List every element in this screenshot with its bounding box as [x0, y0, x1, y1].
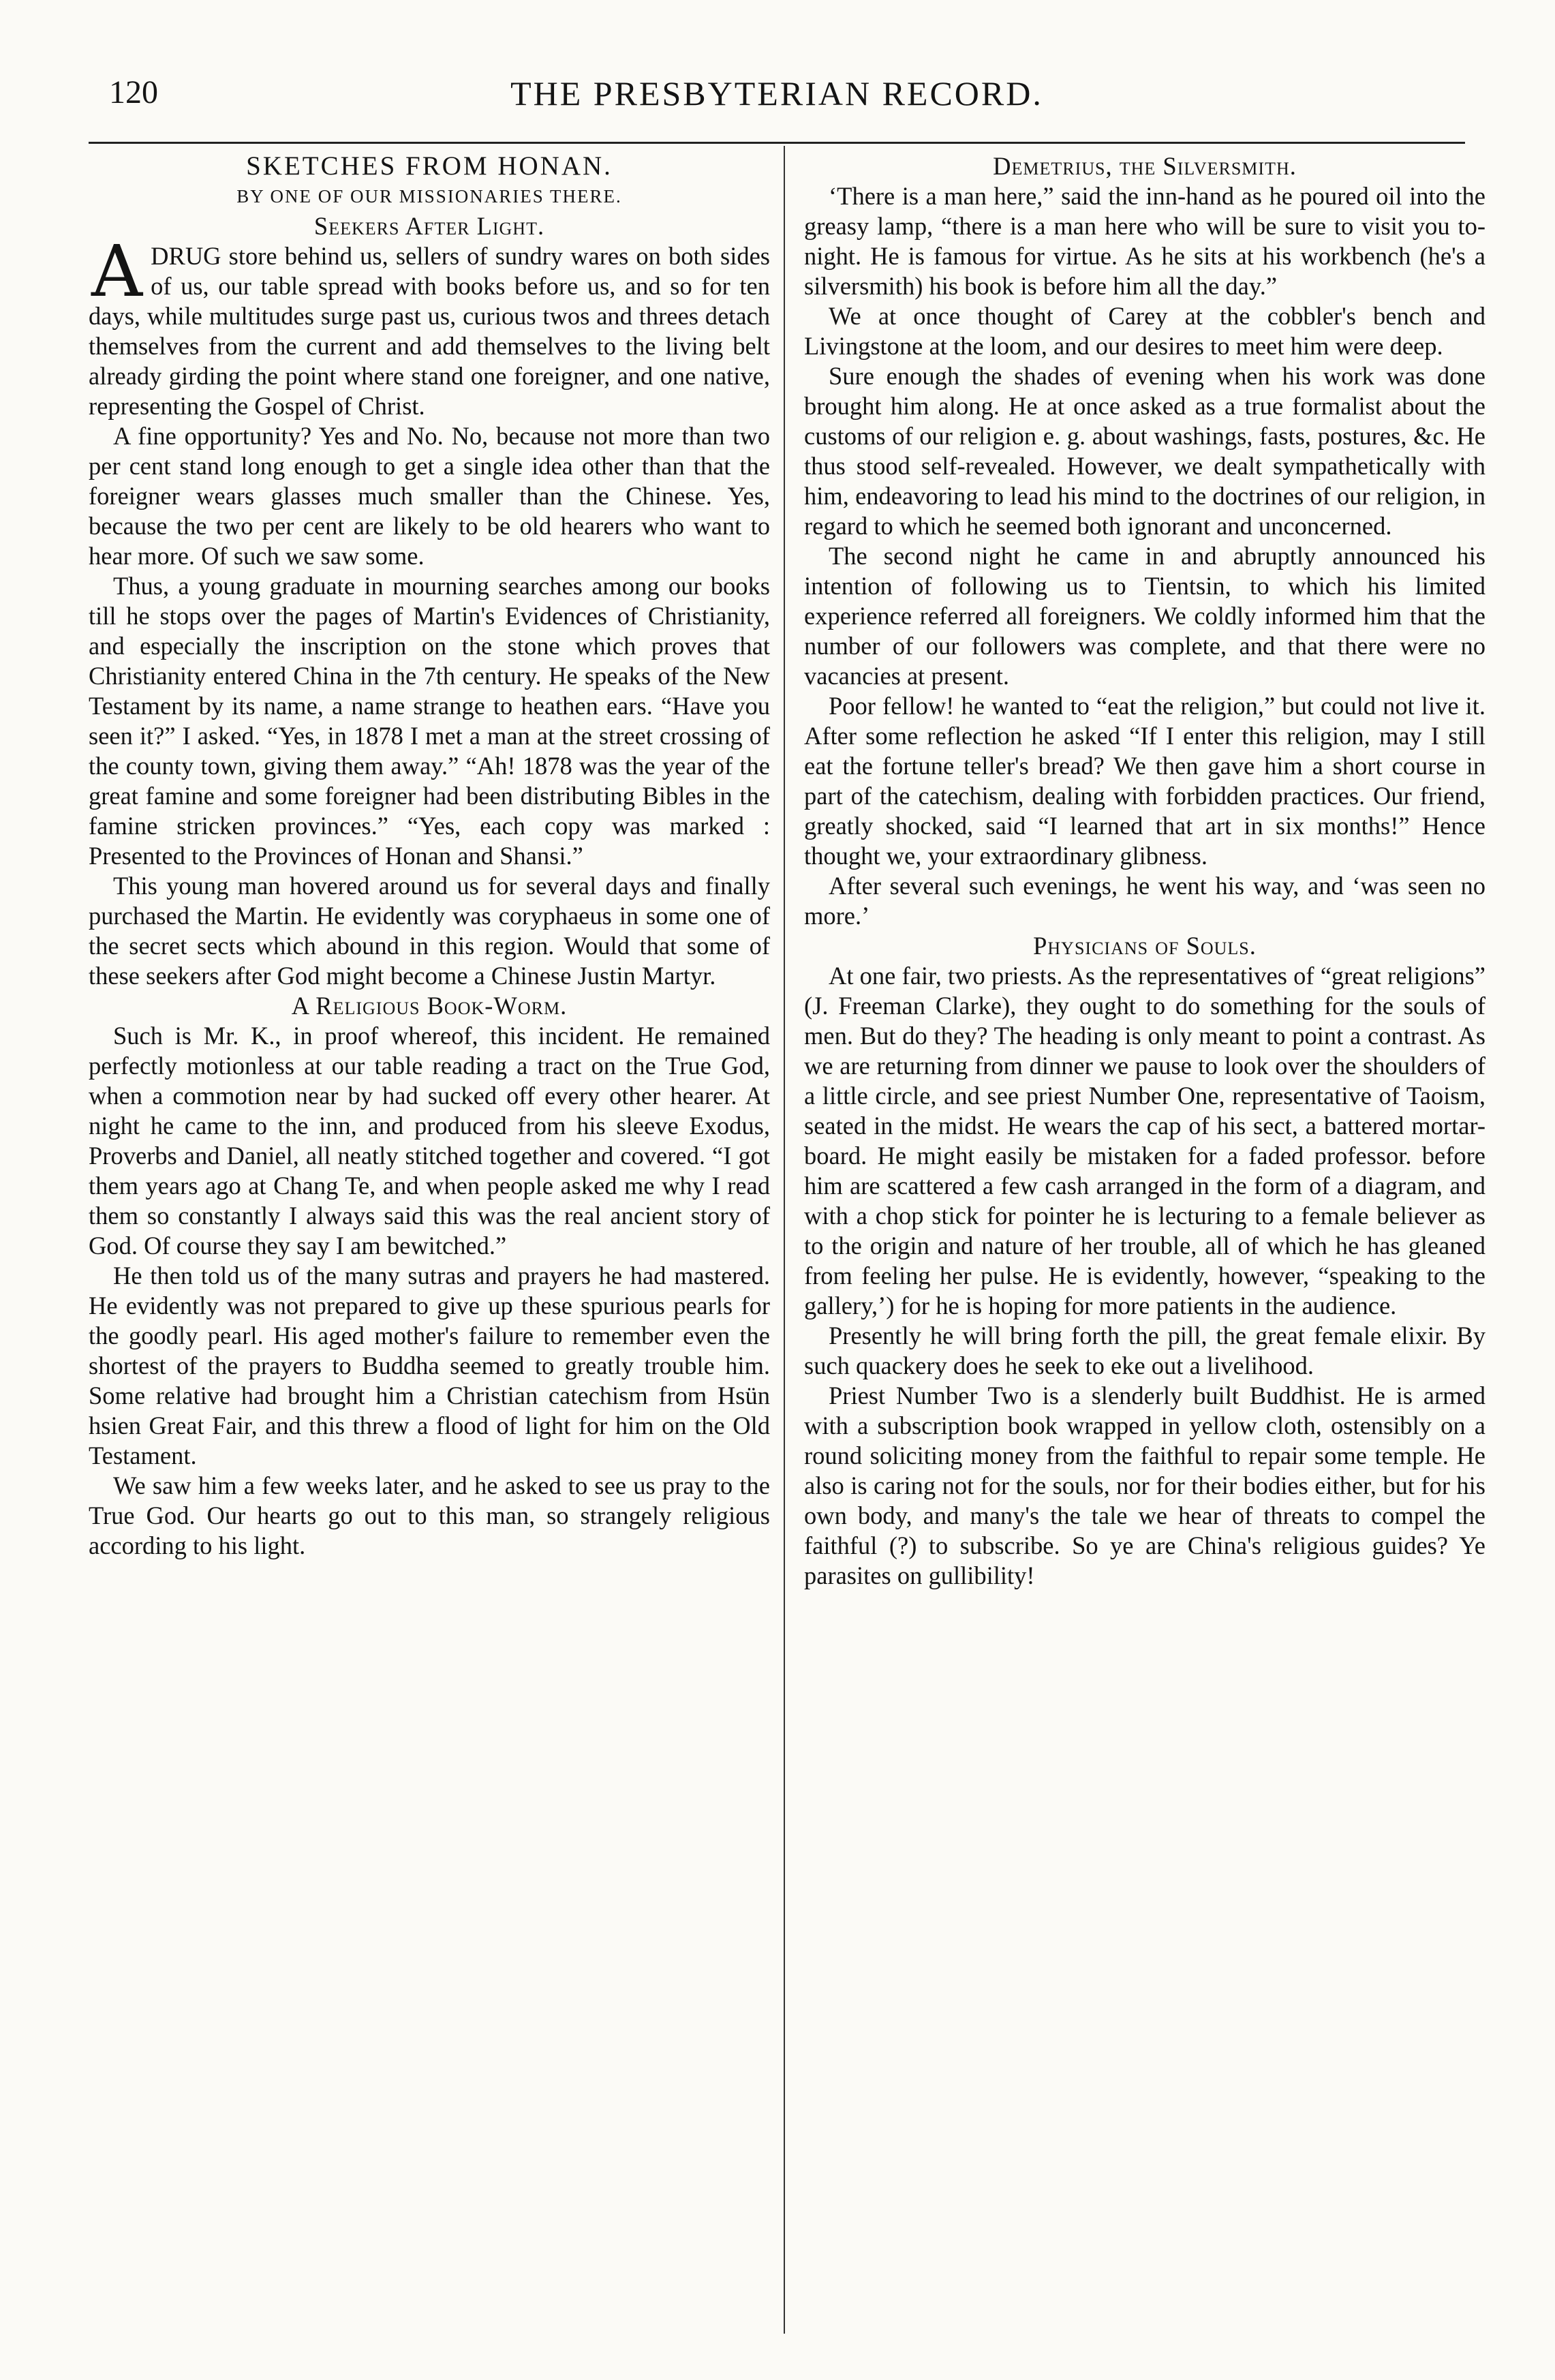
paragraph: Presently he will bring forth the pill, the great female elixir. By such quackery does he seek to eke out a livelihood. — [804, 1322, 1485, 1379]
section-heading-physicians: Physicians of Souls. — [1033, 932, 1257, 960]
running-title: THE PRESBYTERIAN RECORD. — [510, 74, 1043, 112]
paragraph: After several such evenings, he went his way, and ‘was seen no more.’ — [804, 872, 1485, 930]
header-rule — [89, 142, 1465, 144]
section-heading-demetrius: Demetrius, the Silversmith. — [993, 152, 1297, 180]
right-column — [804, 151, 1485, 1591]
paragraph: Priest Number Two is a slenderly built Buddhist. He is armed with a subscription book wrapped in yellow cloth, ostensibly on a round soliciting money from the faithful to repair some temple. He also is caring not for the souls, nor for their bodies either, but for his own body, and many's the tale we hear of threats to compel the faithful (?) to subscribe. So ye are China's religious guides? Ye parasites on gullibility! — [804, 1382, 1485, 1589]
paragraph: Poor fellow! he wanted to “eat the religion,” but could not live it. After some reflection he asked “If I enter this religion, may I still eat the fortune teller's bread? We then gave him a short course in part of the catechism, dealing with forbidden practices. Our friend, greatly shocked, said “I learned that art in six months!” Hence thought we, your extraordinary glibness. — [804, 692, 1485, 870]
paragraph: We at once thought of Carey at the cobbler's bench and Livingstone at the loom, and our desires to meet him were deep. — [804, 302, 1485, 360]
drop-cap: A — [91, 230, 143, 313]
paragraph: This young man hovered around us for several days and finally purchased the Martin. He evidently was coryphaeus in some one of the secret sects which abound in this region. Would that some of these seekers after God might become a Chinese Justin Martyr. — [89, 872, 770, 990]
paragraph: ‘There is a man here,” said the inn-hand as he poured oil into the greasy lamp, “there is a man here who will be sure to visit you to-night. He is famous for virtue. As he sits at his workbench (he's a silversmith) his book is before him all the day.” — [804, 182, 1485, 300]
page-header — [89, 74, 1465, 135]
article-byline: BY ONE OF OUR MISSIONARIES THERE. — [236, 186, 622, 207]
paragraph: He then told us of the many sutras and prayers he had mastered. He evidently was not prepared to give up these spurious pearls for the goodly pearl. His aged mother's failure to remember even the shortest of the prayers to Buddha seemed to greatly trouble him. Some relative had brought him a Christian catechism from Hsün hsien Great Fair, and this threw a flood of light for him on the Old Testament. — [89, 1262, 770, 1469]
page-number: 120 — [109, 74, 158, 110]
paragraph: A fine opportunity? Yes and No. No, because not more than two per cent stand long enough to get a single idea other than that the foreigner wears glasses much smaller than the Chinese. Yes, because the two per cent are likely to be old hearers who want to hear more. Of such we saw some. — [89, 422, 770, 570]
paragraph: Sure enough the shades of evening when his work was done brought him along. He at once asked as a true formalist about the customs of our religion e. g. about washings, fasts, postures, &c. He thus stood self-revealed. However, we dealt sympathetically with him, endeavoring to lead his mind to the doctrines of our religion, in regard to which he seemed both ignorant and unconcerned. — [804, 362, 1485, 540]
section-heading-seekers: Seekers After Light. — [313, 212, 545, 240]
left-column — [89, 151, 770, 1561]
paragraph: Thus, a young graduate in mourning searches among our books till he stops over the pages of Martin's Evidences of Christianity, and especially the inscription on the stone which proves that Christianity entered China in the 7th century. He speaks of the New Testament by its name, a name strange to heathen ears. “Have you seen it?” I asked. “Yes, in 1878 I met a man at the street crossing of the county town, giving them away.” “Ah! 1878 was the year of the great famine and some foreigner had been distributing Bibles in the famine stricken provinces.” “Yes, each copy was marked : Presented to the Provinces of Honan and Shansi.” — [89, 572, 770, 870]
paragraph-text: DRUG store behind us, sellers of sundry wares on both sides of us, our table spread with books before us, and so for ten days, while multitudes surge past us, curious twos and threes detach themselves from the current and add themselves to the living belt already girding the point where stand one foreigner, and one native, representing the Gospel of Christ. — [89, 242, 770, 420]
article-title: SKETCHES FROM HONAN. — [246, 151, 613, 181]
paragraph: We saw him a few weeks later, and he asked to see us pray to the True God. Our hearts go out to this man, so strangely religious according to his light. — [89, 1471, 770, 1559]
paragraph: At one fair, two priests. As the representatives of “great religions” (J. Freeman Clarke), they ought to do something for the souls of men. But do they? The heading is only meant to point a contrast. As we are returning from dinner we pause to look over the shoulders of a little circle, and see priest Number One, representative of Taoism, seated in the midst. He wears the cap of his sect, a battered mortar-board. He might easily be mistaken for a faded professor. before him are scattered a few cash arranged in the form of a diagram, and with a chop stick for pointer he is lecturing to a female believer as to the origin and nature of her trouble, all of which he has gleaned from feeling her pulse. He is evidently, however, “speaking to the gallery,’) for he is hoping for more patients in the audience. — [804, 962, 1485, 1319]
paragraph — [89, 230, 770, 421]
paragraph: Such is Mr. K., in proof whereof, this incident. He remained perfectly motionless at our table reading a tract on the True God, when a commotion near by had sucked off every other hearer. At night he came to the inn, and produced from his sleeve Exodus, Proverbs and Daniel, all neatly stitched together and covered. “I got them years ago at Chang Te, and when people asked me why I read them so constantly I always said this was the real ancient story of God. Of course they say I am bewitched.” — [89, 1022, 770, 1260]
column-rule — [784, 146, 785, 2334]
section-heading-book-worm: A Religious Book-Worm. — [291, 992, 568, 1020]
paragraph: The second night he came in and abruptly announced his intention of following us to Tientsin, to which his limited experience referred all foreigners. We coldly informed him that the number of our followers was complete, and that there were no vacancies at present. — [804, 542, 1485, 690]
